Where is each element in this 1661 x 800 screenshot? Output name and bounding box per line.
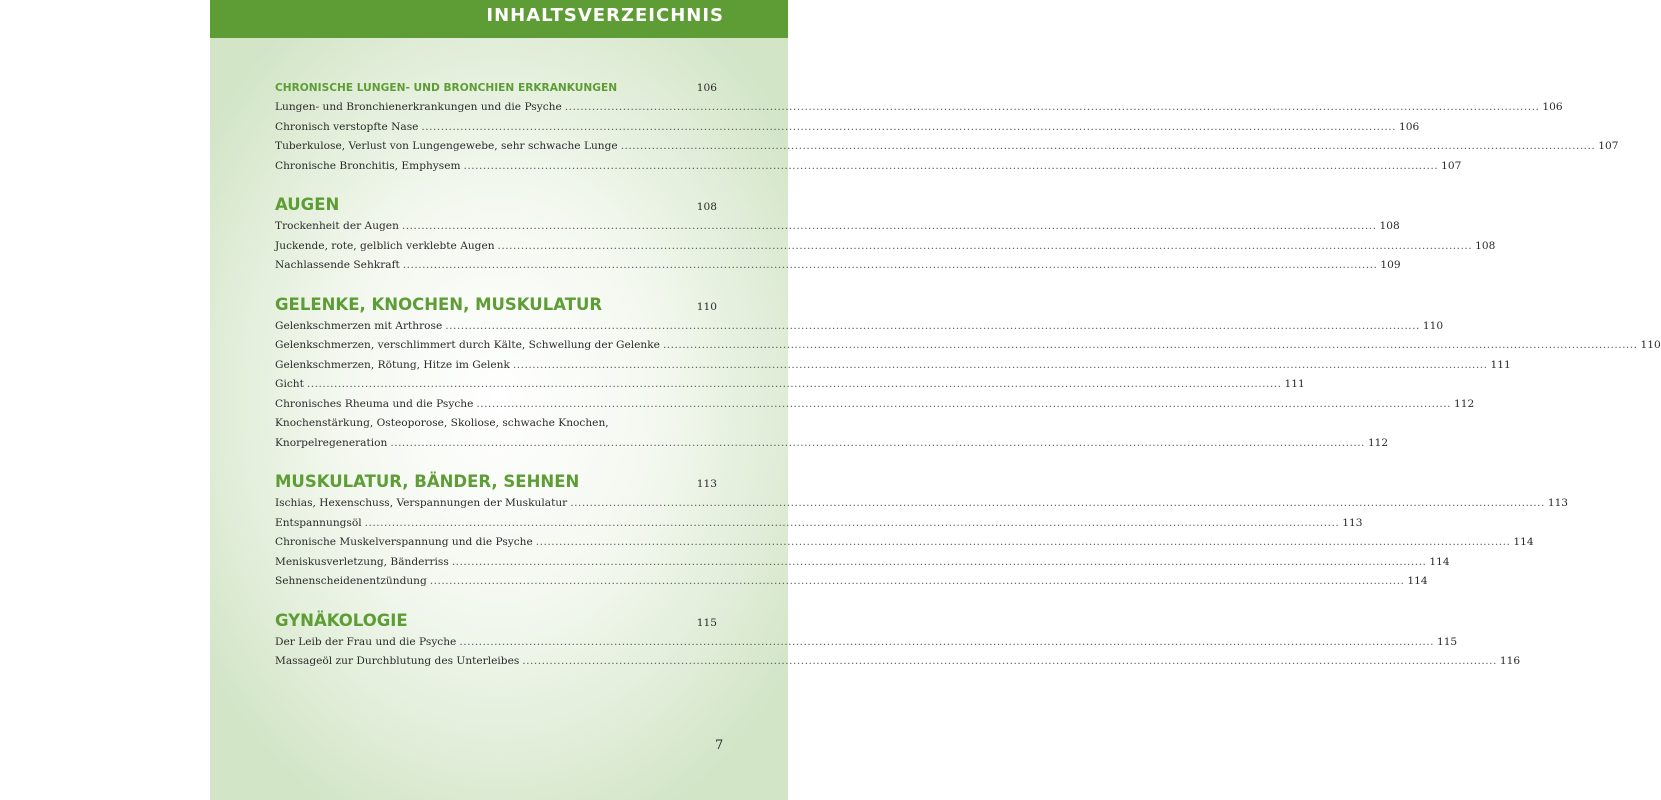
entry-title: Gelenkschmerzen, Rötung, Hitze im Gelenk xyxy=(275,358,510,371)
toc-entry[interactable] xyxy=(275,137,1619,157)
section-heading xyxy=(275,609,717,633)
entry-title: Meniskusverletzung, Bänderriss xyxy=(275,555,449,568)
entry-page-number: 106 xyxy=(1399,120,1420,133)
entry-title: Massageöl zur Durchblutung des Unterleibes xyxy=(275,655,520,667)
toc-entry[interactable] xyxy=(275,157,1462,177)
dot-leader xyxy=(536,533,1511,553)
entry-page-number: 108 xyxy=(1475,239,1496,252)
entry-title: Sehnenscheidenentzündung xyxy=(275,575,427,587)
toc-entry[interactable] xyxy=(275,572,1428,592)
dot-leader xyxy=(402,217,1377,237)
entry-page-number: 113 xyxy=(1342,516,1363,529)
section-heading xyxy=(275,193,717,217)
page-title: INHALTSVERZEICHNIS xyxy=(486,5,724,26)
toc-entry[interactable] xyxy=(275,652,1521,672)
section-title: AUGEN xyxy=(275,195,340,214)
entry-page-number: 109 xyxy=(1380,259,1401,271)
entry-page-number: 107 xyxy=(1441,159,1462,172)
entry-page-number: 114 xyxy=(1513,536,1534,548)
dot-leader xyxy=(498,237,1473,257)
dot-leader xyxy=(403,256,1378,276)
entry-title: Gicht xyxy=(275,378,304,390)
dot-leader xyxy=(464,157,1439,177)
entry-page-number: 108 xyxy=(1379,220,1400,232)
entry-page-number: 106 xyxy=(1542,101,1563,113)
toc-entry[interactable] xyxy=(275,256,1401,276)
section-title: CHRONISCHE LUNGEN- UND BRONCHIEN ERKRANKUNGEN xyxy=(275,82,618,94)
dot-leader xyxy=(663,336,1638,356)
dot-leader xyxy=(390,434,1365,454)
entry-title: Entspannungsöl xyxy=(275,516,362,529)
dot-leader xyxy=(513,356,1488,376)
entry-page-number: 110 xyxy=(1640,339,1661,351)
entry-title: Chronisches Rheuma und die Psyche xyxy=(275,397,474,410)
entry-page-number: 112 xyxy=(1367,436,1389,449)
toc-entry[interactable] xyxy=(275,98,1563,118)
toc-entry[interactable] xyxy=(275,375,1305,395)
entry-page-number: 116 xyxy=(1499,655,1521,667)
dot-leader xyxy=(570,494,1545,514)
section-page-number: 113 xyxy=(696,478,717,490)
entry-title: Nachlassende Sehkraft xyxy=(275,259,400,271)
dot-leader xyxy=(459,633,1434,653)
dot-leader xyxy=(307,375,1282,395)
section-page-number: 115 xyxy=(696,616,717,629)
toc-entry[interactable] xyxy=(275,533,1534,553)
section-page-number: 108 xyxy=(696,201,717,213)
section-page-number: 110 xyxy=(696,300,717,313)
section-title: MUSKULATUR, BÄNDER, SEHNEN xyxy=(275,472,580,491)
entry-page-number: 114 xyxy=(1429,555,1450,568)
toc-entry[interactable] xyxy=(275,553,1450,573)
entry-page-number: 111 xyxy=(1284,378,1305,390)
entry-title: Der Leib der Frau und die Psyche xyxy=(275,635,457,648)
toc-entry-line-2[interactable] xyxy=(275,434,1389,454)
dot-leader xyxy=(421,118,1396,138)
toc-entry[interactable] xyxy=(275,356,1511,376)
toc-entry[interactable] xyxy=(275,336,1661,356)
section-heading xyxy=(275,78,717,98)
table-of-contents xyxy=(275,78,1661,672)
dot-leader xyxy=(621,137,1596,157)
section-title: GYNÄKOLOGIE xyxy=(275,610,408,630)
entry-title: Chronisch verstopfte Nase xyxy=(275,120,419,133)
toc-entry[interactable] xyxy=(275,494,1569,514)
entry-page-number: 114 xyxy=(1407,575,1428,587)
dot-leader xyxy=(430,572,1405,592)
section-title: GELENKE, KNOCHEN, MUSKULATUR xyxy=(275,294,603,314)
toc-entry[interactable] xyxy=(275,395,1475,415)
dot-leader xyxy=(445,317,1420,337)
entry-title: Ischias, Hexenschuss, Verspannungen der Muskulatur xyxy=(275,497,568,509)
entry-title: Gelenkschmerzen mit Arthrose xyxy=(275,319,443,332)
section-heading xyxy=(275,470,717,494)
dot-leader xyxy=(476,395,1451,415)
dot-leader xyxy=(522,652,1497,672)
entry-title: Knorpelregeneration xyxy=(275,436,388,449)
entry-title: Lungen- und Bronchienerkrankungen und die Psyche xyxy=(275,101,562,113)
entry-page-number: 111 xyxy=(1490,358,1511,371)
section-heading xyxy=(275,293,717,317)
toc-entry[interactable] xyxy=(275,118,1420,138)
toc-entry-line-1[interactable] xyxy=(275,414,717,434)
toc-entry[interactable] xyxy=(275,317,1444,337)
dot-leader xyxy=(365,514,1340,534)
entry-page-number: 110 xyxy=(1422,319,1444,332)
entry-title: Trockenheit der Augen xyxy=(275,220,399,232)
dot-leader xyxy=(565,98,1540,118)
toc-entry[interactable] xyxy=(275,514,1363,534)
entry-title: Tuberkulose, Verlust von Lungengewebe, sehr schwache Lunge xyxy=(275,140,618,152)
book-page xyxy=(210,0,1661,800)
entry-title: Chronische Muskelverspannung und die Psyche xyxy=(275,536,533,548)
page-number: 7 xyxy=(715,738,724,753)
entry-page-number: 113 xyxy=(1547,497,1569,509)
entry-title: Knochenstärkung, Osteoporose, Skoliose, schwache Knochen, xyxy=(275,417,609,429)
entry-page-number: 112 xyxy=(1453,397,1475,410)
entry-page-number: 115 xyxy=(1436,635,1458,648)
entry-title: Chronische Bronchitis, Emphysem xyxy=(275,159,461,172)
toc-entry[interactable] xyxy=(275,237,1496,257)
toc-entry[interactable] xyxy=(275,633,1458,653)
section-page-number: 106 xyxy=(696,82,717,94)
dot-leader xyxy=(452,553,1427,573)
entry-title: Juckende, rote, gelblich verklebte Augen xyxy=(275,239,495,252)
header-band xyxy=(210,0,788,38)
toc-entry[interactable] xyxy=(275,217,1400,237)
entry-title: Gelenkschmerzen, verschlimmert durch Kälte, Schwellung der Gelenke xyxy=(275,339,660,351)
entry-page-number: 107 xyxy=(1598,140,1619,152)
